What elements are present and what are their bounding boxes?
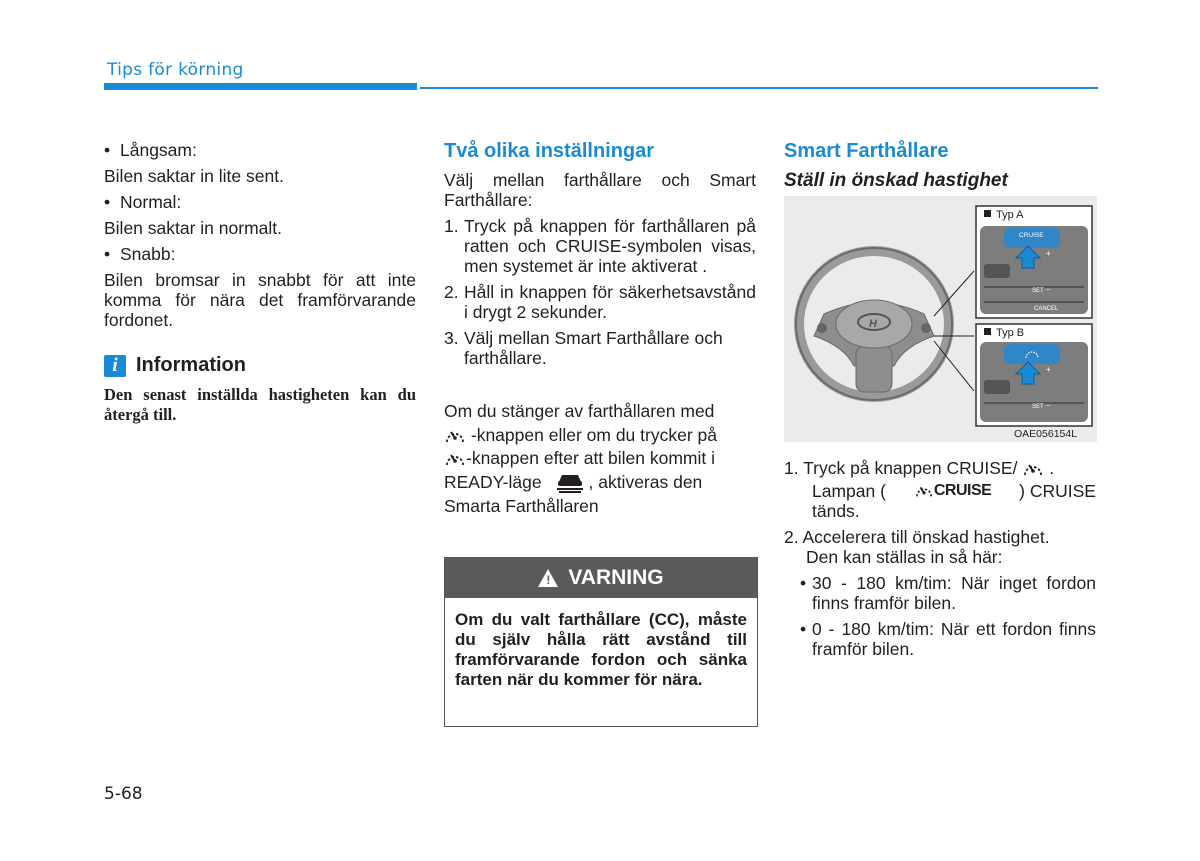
page-number: 5-68 — [104, 784, 143, 804]
svg-text:H: H — [869, 318, 877, 330]
plus-label: + — [1046, 365, 1051, 374]
list-item: • Normal: — [104, 192, 182, 212]
minus-label: − — [1046, 287, 1051, 294]
list-item: • 0 - 180 km/tim: När ett fordon finns framför bilen. — [800, 619, 1096, 660]
column-3-steps — [784, 458, 1096, 659]
column-2 — [444, 140, 756, 518]
speed-gauge-icon — [1022, 459, 1044, 479]
paragraph: Om du stänger av farthållaren med -knappen eller om du trycker på -knappen efter att bilen kommit i READY-läge , aktiveras den Smarta Farthållaren — [444, 401, 717, 516]
column-3 — [784, 140, 1096, 200]
steering-wheel-figure — [784, 196, 1097, 442]
vehicle-distance-icon — [554, 471, 586, 495]
paragraph: Välj mellan farthållare och Smart Farthållare: — [444, 170, 756, 210]
paragraph: Bilen saktar in normalt. — [104, 218, 282, 238]
warning-box — [444, 557, 758, 727]
list-item: 2. Håll in knappen för säkerhetsavstånd i drygt 2 sekunder. — [444, 282, 756, 322]
column-1 — [104, 140, 416, 425]
list-item: • Långsam: — [104, 140, 197, 160]
paragraph: Bilen bromsar in snabbt för att inte komma för nära det framförvarande fordonet. — [104, 270, 416, 330]
paragraph: tänds. — [812, 501, 860, 522]
list-item: • 30 - 180 km/tim: När inget fordon finns framför bilen. — [800, 573, 1096, 614]
info-text: Den senast inställda hastigheten kan du återgå till. — [104, 385, 416, 424]
steering-wheel-illustration — [784, 196, 1097, 442]
cruise-indicator: CRUISE — [914, 481, 991, 501]
plus-label: + — [1046, 249, 1051, 258]
subheading: Ställ in önskad hastighet — [784, 170, 1008, 191]
header-bar — [104, 83, 417, 90]
list-item: 1. Tryck på knappen för farthållaren på ratten och CRUISE-symbolen visas, men systemet är inte aktiverat . — [444, 216, 756, 276]
info-icon: i — [104, 355, 126, 377]
info-title: Information — [136, 354, 246, 376]
heading: Smart Farthållare — [784, 140, 949, 162]
list-item: 1. Tryck på knappen CRUISE/ . — [784, 458, 1055, 478]
info-heading — [104, 354, 416, 377]
warning-header: ! VARNING — [445, 558, 757, 598]
warning-text: Om du valt farthållare (CC), måste du själv hålla rätt avstånd till framförvarande fordon och sänka farten när du kommer för nära. — [455, 610, 747, 689]
paragraph: Den kan ställas in så här: — [806, 547, 1003, 568]
section-title: Tips för körning — [107, 60, 244, 80]
cancel-label: CANCEL — [1034, 306, 1059, 312]
speed-gauge-icon — [444, 449, 466, 469]
set-label: SET — [1032, 288, 1044, 294]
list-item: 3. Välj mellan Smart Farthållare och farthållare. — [444, 328, 723, 368]
type-a-label: Typ A — [996, 209, 1024, 221]
set-label: SET — [1032, 404, 1044, 410]
figure-code: OAE056154L — [1014, 428, 1078, 440]
cruise-button-label: CRUISE — [1019, 232, 1044, 239]
minus-label: − — [1046, 403, 1051, 410]
warning-icon: ! — [538, 569, 558, 587]
paragraph: Bilen saktar in lite sent. — [104, 166, 284, 186]
heading: Två olika inställningar — [444, 140, 655, 162]
list-item: • Snabb: — [104, 244, 176, 264]
speed-gauge-icon — [914, 482, 934, 500]
type-b-label: Typ B — [996, 327, 1025, 339]
paragraph: Lampan ( CRUISE ) CRUISE — [812, 481, 1096, 502]
list-item: 2. Accelerera till önskad hastighet. — [784, 527, 1050, 548]
header-rule — [420, 87, 1098, 89]
speed-gauge-icon — [444, 426, 466, 446]
